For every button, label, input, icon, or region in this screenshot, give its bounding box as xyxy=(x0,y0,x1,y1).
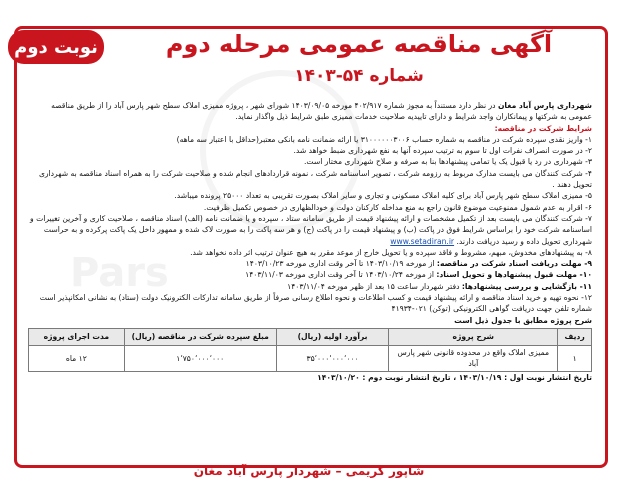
condition-item: ۱- واریز نقدی سپرده شرکت در مناقصه به شماره حساب ۳۱۰۰۰۰۰۰۳۰۰۶ یا ارائه ضمانت نامه بانکی معتبر(حداقل با اعتبار سه ماهه) xyxy=(176,134,592,144)
table-cell: ۱۲ ماه xyxy=(29,345,125,371)
condition-item: ۸- به پیشنهادهای مخدوش، مبهم، مشروط و فاقد سپرده و یا تحویل خارج از موعد مقرر به هیچ عنوان ترتیب اثر داده نخواهد شد. xyxy=(190,247,592,257)
table-header: شرح پروژه xyxy=(389,328,558,345)
signature: شاپور کریمی – شهردار پارس آباد مغان xyxy=(193,464,425,478)
conditions-heading: شرایط شرکت در مناقصه: xyxy=(494,123,592,133)
table-header: برآورد اولیه (ریال) xyxy=(276,328,389,345)
insertion-badge: نوبت دوم xyxy=(8,30,104,64)
organization-name: شهرداری پارس آباد مغان xyxy=(497,101,592,110)
condition-item: ۶- اقرار به عدم شمول ممنوعیت موضوع قانون راجع به منع مداخله کارکنان دولت و خودالظهاری در خصوص تکمیل ظرفیت. xyxy=(203,202,592,212)
opening-date xyxy=(28,281,592,292)
condition-item: ۵- ممیزی املاک سطح شهر پارس آباد برای کلیه املاک مسکونی و تجاری و سایر املاک بصورت تقریبی به تعداد ۲۵۰۰۰ پرونده میباشد. xyxy=(174,191,592,201)
table-header-row xyxy=(29,328,592,345)
intro-paragraph xyxy=(28,100,592,123)
condition-item: ۴- شرکت کنندگان می بایست مدارک مربوط به رزومه شرکت ، تصویر اساسنامه شرکت ، نمونه قراردادهای انجام شده و صلاحیت شرکت را به همراه اسناد مناقصه به شهرداری تحویل دهند . xyxy=(38,168,592,190)
purchase-info-text: ۱۲- نحوه تهیه و خرید اسناد مناقصه و ارائه پیشنهاد قیمت و کسب اطلاعات و نحوه اطلاع رسانی صرفاً از طریق سامانه تدارکات الکترونیک دولت (ستاد) به نشانی امکانپذیر است شماره تلفن جهت دریافت گواهی الکترونیکی (توکن) ۰۲۱-۴۱۹۳۴ xyxy=(39,293,592,314)
condition-item-7-text: ۷- شرکت کنندگان می بایست بعد از تکمیل مشخصات و ارائه پیشنهاد قیمت از طریق سامانه ستاد ، سپرده و یا ضمانت نامه (الف) اسناد مناقصه ، صلاحیت کاری و آخرین تغییرات و اساسنامه شرکت خود را براساس شرایط فوق در پاکت (ب) و پیشنهاد قیمت را در پاکت (ج) و هر سه پاکت را به صورت لاک شده و ممهور داخل یک پاکت پرکرده و به حراست شهرداری تحویل داده و رسید دریافت دارند. xyxy=(30,213,592,246)
table-cell: ۱ xyxy=(558,345,592,371)
table-header: مدت اجرای پروژه xyxy=(29,328,125,345)
document-deadline-value: از مورخه ۱۴۰۳/۱۰/۱۹ تا آخر وقت اداری مورخه ۱۴۰۳/۱۰/۲۳ xyxy=(245,259,437,269)
condition-item: ۳- شهرداری در رد یا قبول یک یا تمامی پیشنهادها بنا به صرفه و صلاح شهرداری مختار است. xyxy=(304,157,592,167)
page-title: آگهی مناقصه عمومی مرحله دوم xyxy=(165,30,553,58)
tender-number: شماره ۵۴-۱۴۰۳ xyxy=(294,66,424,86)
condition-item: ۲- در صورت انصراف نفرات اول تا سوم به ترتیب سپرده آنها به نفع شهرداری ضبط خواهد شد. xyxy=(293,146,592,156)
opening-date-value: دفتر شهردار ساعت ۱۵ بعد از ظهر مورخه ۱۴۰۳/۱۱/۰۴ xyxy=(287,281,462,291)
submission-deadline-value: از مورخه ۱۴۰۳/۱۰/۲۴ تا آخر وقت اداری مورخه ۱۴۰۳/۱۱/۰۳ xyxy=(245,270,437,280)
intro-text: در نظر دارد مستنداً به مجوز شماره ۴۰۲/۹۱۷ مورخه ۱۴۰۳/۰۹/۰۵ شورای شهر ، پروژه ممیزی املاک سطح شهر پارس آباد را از طریق مناقصه عمومی به شرکتها و پیمانکاران واجد شرایط و دارای تاییدیه صلاحیت خدمات ممیزی طبق شرایط ذیل واگذار نماید. xyxy=(51,101,592,122)
table-cell: ممیزی املاک واقع در محدوده قانونی شهر پارس آباد xyxy=(389,345,558,371)
opening-date-label: ۱۱- بازگشایی و بررسی پیشنهادها: xyxy=(461,281,592,291)
purchase-info xyxy=(28,292,592,315)
table-row xyxy=(29,345,592,371)
table-header: ردیف xyxy=(558,328,592,345)
ad-body xyxy=(28,100,592,383)
project-table xyxy=(28,328,592,372)
publish-dates: تاریخ انتشار نوبت اول : ۱۴۰۳/۱۰/۱۹ ، تاریخ انتشار نوبت دوم : ۱۴۰۳/۱۰/۲۰ xyxy=(317,372,592,382)
document-deadline xyxy=(28,258,592,269)
table-cell: ۱٬۷۵۰٬۰۰۰٬۰۰۰ xyxy=(124,345,276,371)
document-deadline-label: ۹- مهلت دریافت اسناد شرکت در مناقصه: xyxy=(436,259,592,269)
submission-deadline-label: ۱۰- مهلت قبول پیشنهادها و تحویل اسناد: xyxy=(436,270,592,280)
watermark-text: Pars xyxy=(70,250,169,296)
table-header: مبلغ سپرده شرکت در مناقصه (ریال) xyxy=(124,328,276,345)
publish-second: تاریخ انتشار نوبت دوم : ۱۴۰۳/۱۰/۲۰ xyxy=(317,372,451,382)
setadiran-link[interactable]: www.setadiran.ir xyxy=(390,236,455,246)
table-heading: شرح پروژه مطابق با جدول ذیل است xyxy=(454,315,592,325)
table-cell: ۳۵٬۰۰۰٬۰۰۰٬۰۰۰ xyxy=(276,345,389,371)
publish-first: تاریخ انتشار نوبت اول : ۱۴۰۳/۱۰/۱۹ xyxy=(458,372,592,382)
submission-deadline xyxy=(28,269,592,280)
condition-item-7 xyxy=(28,213,592,247)
